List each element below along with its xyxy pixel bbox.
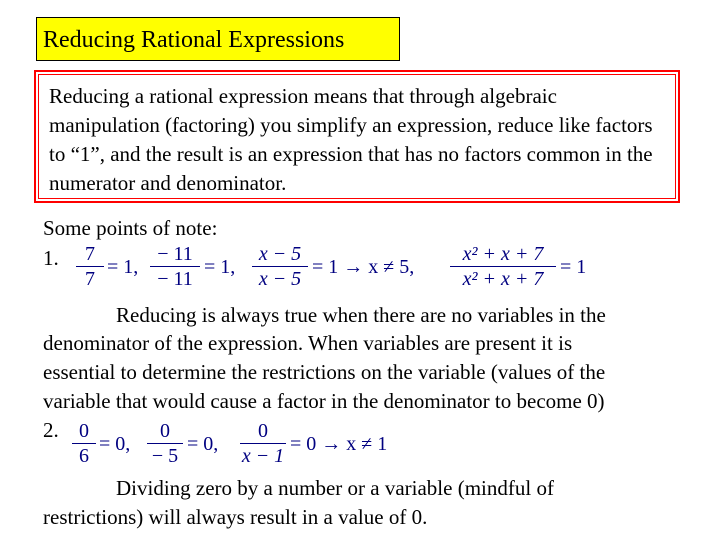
para1-line-3: essential to determine the restrictions on the variable (values of the [43,360,606,384]
equals-one: = 1, [107,256,139,278]
para2-line-2: restrictions) will always result in a value of 0. [43,505,428,529]
equals-one-restriction: = 1 → x ≠ 5, [312,256,415,278]
slide-title: Reducing Rational Expressions [36,17,400,61]
para1-line-4: variable that would cause a factor in the denominator to become 0) [43,389,605,413]
equals-one: = 1 [560,256,587,278]
equals-zero-restriction: = 0 → x ≠ 1 [290,433,388,455]
fraction-0-over-neg5: 0 − 5 [147,419,183,468]
equals-one: = 1, [204,256,236,278]
points-heading: Some points of note: [43,216,218,240]
point-1-label: 1. [43,246,59,270]
para1-line-1: Reducing is always true when there are no variables in the [116,303,606,327]
fraction-0-over-x-minus-1: 0 x − 1 [241,420,285,467]
fraction-neg11-over-neg11: − 11 − 11 [150,242,200,291]
fraction-x-minus-5: x − 5 x − 5 [252,242,308,291]
para2-line-1: Dividing zero by a number or a variable (mindful of [116,476,554,500]
definition-box [34,70,680,203]
fraction-quadratic: x² + x + 7 x² + x + 7 [450,242,556,291]
equals-zero: = 0, [187,433,219,455]
equals-zero: = 0, [99,433,131,455]
definition-text: Reducing a rational expression means that through algebraic manipulation (factoring) you simplify an expression, reduce like factors to “1”, and the result is an expression that has no factors common in the numerator and denominator. [38,74,676,199]
para1-line-2: denominator of the expression. When variables are present it is [43,331,573,355]
point-2-label: 2. [43,418,59,442]
fraction-0-over-6: 0 6 [72,419,96,468]
fraction-7-over-7: 7 7 [76,242,104,291]
